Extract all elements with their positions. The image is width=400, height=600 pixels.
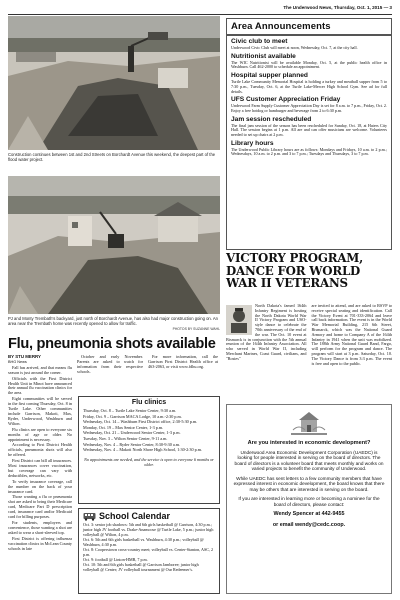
announcement-item [231,53,387,70]
announcement-item [231,140,387,157]
econ-paragraph: If you are interested in learning more or becoming a nominee for the board of directors, please contact: [238,496,380,507]
school-calendar-box [78,508,220,594]
flu-paragraph: Those wanting a flu or pneumonia shot are asked to bring their Medicare card, Medicare Part D prescription card, insurance card and/or Medicaid card for billing purposes. [8,494,72,520]
construction-photo-caption: Construction continues between 1st and 2nd Streets on Borchardt Avenue this weekend, the deepest part of the flood water project. [8,152,216,162]
clinic-line: Wednesday, Nov. 4 – Ryder Senior Center, 8:30-9:30 a.m. [83,441,181,447]
flu-paragraph: For more information, call the Garrison First District Health office at 463-2063, or visit www.fdhu.org. [148,354,218,369]
announcement-body: The Underwood Public Library hours are as follows: Mondays and Fridays, 10 a.m. to 2 p.m.; Wednesdays, 10 a.m. to 2 p.m. and 3 to 7 p.m.; Tuesdays and Thursdays, 3 to 7 p.m. [231,146,387,157]
flu-paragraph: First District can bill all insurances. Most insurances cover vaccination, but coverage can vary with deductibles, networks, etc. [8,458,72,478]
econ-contact-name: Wendy Spencer at 442-9455 [273,511,345,518]
school-calendar-title: School Calendar [99,511,171,521]
announcement-body: Underwood Farm Supply Customer Appreciation Day is set for 8 a.m. to 7 p.m., Friday, Oct. 2. Enjoy a free hotdog or hamburger and beverage from 2 to 6:30 p.m. [231,103,387,113]
byline-title: BHG News [8,359,27,364]
announcement-body: The final jam session of the season has been rescheduled for Sunday, Oct. 18, at Haters City Hall. The session begins at 1 p.m. All are and can offer musicians are welcome. Volunteers needed to set up chairs at 2 p.m. [231,122,387,138]
flu-clinics-title: Flu clinics [131,399,167,406]
clinic-line: Tuesday, Nov. 3 – Wilton Senior Center, 9-11 a.m. [83,435,168,441]
flu-headline: Flu, pneumonia shots available [8,336,216,352]
announcement-body: Turtle Lake Community Memorial Hospital is holding a turkey and meatball supper from 5 to 7:30 p.m., Tuesday, Oct. 6, at the Turtle Lake-Mercer High School Gym. See ad for full details. [231,79,387,94]
econ-contact-email[interactable]: or email wendy@cedc.coop. [272,521,346,528]
folio-line: The Underwood News, Thursday, Oct. 1, 2015 — 3 [283,5,392,10]
flu-column-1 [8,355,72,552]
flu-paragraph: First District is offering influenza vaccination clinics in McLean County schools in late [8,535,72,551]
victory-text-1: North Dakota's famed 164th Infantry Regiment is hosting the North Dakota World War II Victory Program and USO-style dance to celebrate the 70th anniversary of the end of the war. The Oct. 10 event at Bismarck is in conjunction with the 5th annual reunion of the 164th Infantry Association. All who served in World War II, including Merchant Marines, Coast Guard, civilians, and "Rosies" [226,303,307,361]
announcement-item [231,96,387,113]
announcement-heading: Hospital supper planned [231,72,308,80]
clinic-line: Wednesday, Oct. 21 – Underwood Senior Center, 1-3 p.m. [83,430,181,436]
byline: BY STU MERRY [8,354,41,359]
announcement-heading: Jam session rescheduled [231,115,312,123]
flu-paragraph: According to First District Health officials, pneumonia shots will also be offered. [8,442,72,458]
announcement-heading: Library hours [231,139,274,147]
school-bus-icon [83,512,96,521]
clinic-line: Wednesday, Oct. 14 – Washburn First District office, 2:30-5:30 p.m. [83,419,198,425]
econ-paragraph: Underwood Area Economic Development Corporation (UAEDC) is looking for people interested in serving on the board of directors. The board of directors is a volunteer board that meets monthly and works on varied projects to benefit the community of Underwood. [234,449,384,472]
backyard-photo [8,176,220,314]
announcement-item [231,72,387,94]
flu-clinics-box [78,396,220,504]
veteran-emblem-icon [226,305,252,335]
flu-paragraph: To verify insurance coverage, call the number on the back of your insurance card. [8,478,72,494]
page-header [8,5,392,15]
flu-paragraph: Flu clinics are open to everyone six months of age or older. No appointment is necessary. [8,426,72,442]
announcement-item [231,116,387,138]
announcement-body: The WIC Nutritionist will be available Monday, Oct. 5, at the public health office in Washburn. Call 462-2000 to schedule an appointment. [231,59,387,70]
econ-paragraph: While UAEDC has sent letters to a few community members that have expressed interest in economic development, the board knows that there may be others that are interested in serving on the board. [233,475,385,492]
announcement-heading: Civic club to meet [231,38,288,45]
school-event: Oct. 8: Cooperstown cross-country meet; volleyball vs. Center-Stanton, ASC, 2 p.m. [83,546,214,557]
uaedc-logo-icon [289,410,329,438]
area-announcements-title: Area Announcements [227,19,391,36]
flu-paragraph: Eight communities will be served in the first coming Thursday, Oct. 8 in Turtle Lake. Other communities include Garrison, Makoti, Max, Ryder, Underwood, Washburn and Wilton. [8,396,72,426]
announcement-heading: UFS Customer Appreciation Friday [231,96,341,104]
economic-development-ad [226,404,392,594]
school-event: Oct. 9: football @ Linton-HMB, 7 p.m. [83,557,148,563]
school-event: Oct. 6: 5th and 6th girls basketball vs. Washburn, 4:30 p.m.; volleyball @ Washburn, 4:30 p.m. [83,536,204,547]
victory-text-2: are invited to attend, and are asked to RSVP to receive special seating and identification. Call the Victory Event at 701-333-2064 and leave call back information. The event is in the World War Memorial Building, 215 6th Street, Bismarck, which was the National Guard Armory and home to Company A of the 164th Infantry in 1941 when the unit was mobilized. The 188th Army National Guard Band, Fargo, will perform for the program and dance. The program will start at 3 p.m. Saturday, Oct. 10. The Victory Dance is from 3:3 p.m. The event is free and open to the public. [311,303,392,366]
clinic-note: No appointments are needed, and the service is open to everyone 6 months or older. [84,456,214,467]
school-event: Oct. 10: 5th and 6th girls basketball @ Garrison Jamboree; junior high volleyball @ Center; JV volleyball tournament @ Our Redeemer's. [83,562,199,573]
backyard-photo-caption: PJ and Monty Trembath's backyard, just north of Borchardt Avenue, has also had major construction going on. An area near the Trembath home was recently opened to allow for traffic. [8,316,218,326]
clinic-line: Thursday, Oct. 8 – Turtle Lake Senior Center, 9:30 a.m. [83,408,177,413]
area-announcements-box [226,18,392,250]
victory-column-1 [226,304,307,366]
photo-credit: PHOTOS BY SUZANNE WAHL [172,327,220,331]
construction-photo [8,16,220,150]
flu-paragraph: Officials with the First District Health Unit in Minot have announced their annual flu vaccination clinics for the area. [8,375,72,396]
flu-paragraph: For students, employers and convenience, those wanting a shot are asked to wear a short-sleeved top. [8,520,72,535]
econ-question: Are you interested in economic development? [247,440,371,446]
school-event: Oct. 3: senior job shadows: 5th and 6th girls basketball @ Garrison, 4:30 p.m.; junior high JV football vs. Drake-Anamoose @ Turtle Lake, 5 p.m.; junior high volleyball @ Wilton, 4 p.m. [83,522,214,537]
school-calendar-header [83,511,215,521]
victory-headline: VICTORY PROGRAM, DANCE FOR WORLD WAR II VETERANS [226,251,364,291]
clinic-line: Friday, Oct. 9 – Garrison MACA Lodge, 10 a.m.-2:30 p.m. [83,413,182,419]
announcement-item [231,38,387,51]
flu-paragraph: October and early November. Parents are asked to watch for information from their respective schools. [77,354,143,374]
victory-column-2 [312,304,393,366]
clinic-line: Wednesday, Nov. 4 – Makoti North Shore High School, 1:30-2:30 p.m. [83,447,203,453]
victory-article [226,304,392,366]
clinic-line: Monday, Oct. 19 – Max Senior Center, 1-3 p.m. [83,424,164,430]
announcement-body: Underwood Civic Club will meet at noon, Wednesday, Oct. 7, at the city hall. [231,45,358,50]
flu-paragraph: Fall has arrived, and that means flu season is just around the corner. [8,364,72,375]
announcement-heading: Nutritionist available [231,52,296,60]
